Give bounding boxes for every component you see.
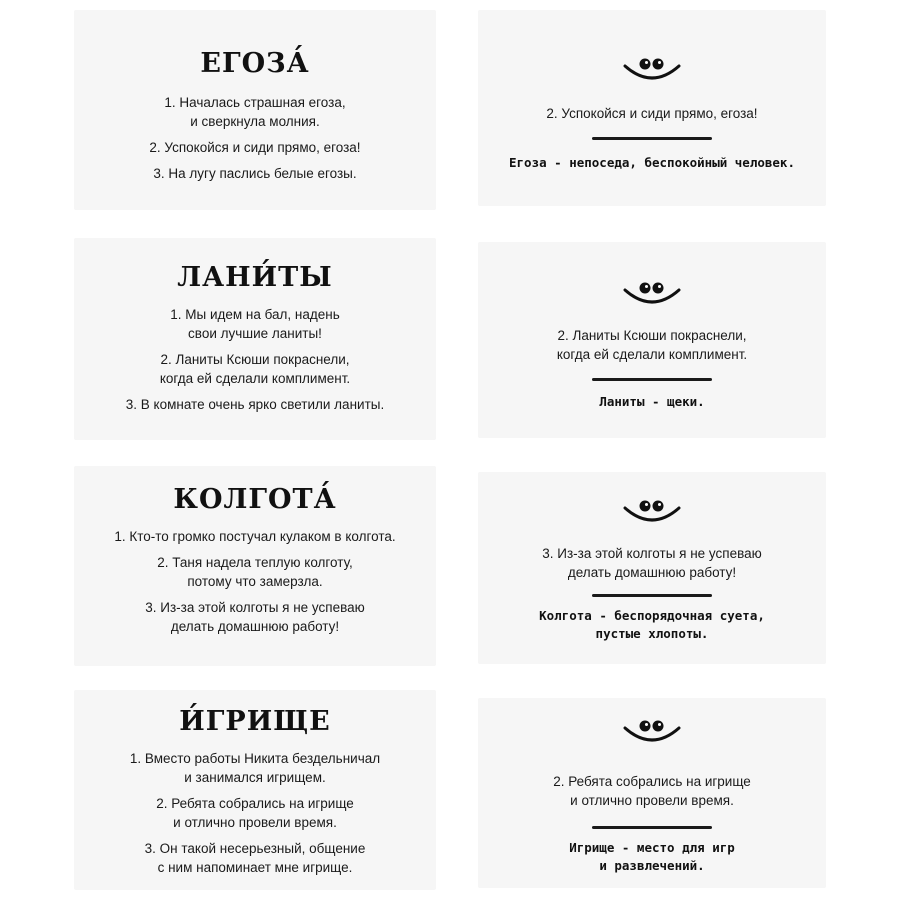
word-title: ЛАНИ́ТЫ bbox=[177, 262, 333, 293]
word-card-igrische bbox=[74, 690, 436, 890]
answer-card-egoza bbox=[478, 10, 826, 206]
sentence-2: 2. Таня надела теплую колготу, потому что замерзла. bbox=[157, 555, 353, 589]
sentence-1: 1. Кто-то громко постучал кулаком в колгота. bbox=[114, 529, 396, 544]
sentence-3: 3. На лугу паслись белые егозы. bbox=[153, 166, 357, 181]
sentence-2: 2. Ребята собрались на игрище и отлично провели время. bbox=[156, 796, 354, 830]
word-title: ЕГОЗА́ bbox=[200, 48, 310, 79]
answer-sentence: 2. Успокойся и сиди прямо, егоза! bbox=[546, 106, 758, 121]
divider bbox=[592, 378, 712, 381]
sentence-2: 2. Успокойся и сиди прямо, егоза! bbox=[149, 140, 361, 155]
word-card-lanity bbox=[74, 238, 436, 440]
divider bbox=[592, 594, 712, 597]
smiley-face-icon bbox=[617, 54, 687, 88]
sentence-1: 1. Вместо работы Никита бездельничал и занимался игрищем. bbox=[129, 751, 381, 785]
answer-sentence: 2. Ланиты Ксюши покраснели, bbox=[557, 328, 747, 343]
word-card-egoza bbox=[74, 10, 436, 210]
sentence-3: 3. Он такой несерьезный, общение с ним напоминает мне игрище. bbox=[144, 841, 366, 875]
smiley-face-icon bbox=[617, 716, 687, 750]
answer-card-kolgota bbox=[478, 472, 826, 664]
word-title: И́ГРИЩЕ bbox=[179, 706, 331, 737]
word-card-kolgota bbox=[74, 466, 436, 666]
divider bbox=[592, 137, 712, 140]
answer-sentence-cont: делать домашнюю работу! bbox=[567, 565, 737, 580]
sentence-2: 2. Ланиты Ксюши покраснели, когда ей сделали комплимент. bbox=[159, 352, 351, 386]
divider bbox=[592, 826, 712, 829]
sentence-1: 1. Мы идем на бал, надень свои лучшие ланиты! bbox=[170, 307, 340, 341]
smiley-face-icon bbox=[617, 496, 687, 530]
answer-sentence: 2. Ребята собрались на игрище bbox=[553, 774, 751, 789]
definition: Егоза - непоседа, беспокойный человек. bbox=[509, 155, 795, 170]
definition: Игрище - место для игр bbox=[569, 840, 735, 855]
definition: Ланиты - щеки. bbox=[599, 394, 705, 409]
definition: Колгота - беспорядочная суета, bbox=[539, 608, 765, 623]
answer-sentence-cont: и отлично провели время. bbox=[570, 793, 734, 808]
sentence-1: 1. Началась страшная егоза, и сверкнула молния. bbox=[164, 95, 346, 129]
definition-cont: пустые хлопоты. bbox=[595, 626, 709, 641]
answer-card-igrische bbox=[478, 698, 826, 888]
sentence-3: 3. Из-за этой колготы я не успеваю делать домашнюю работу! bbox=[145, 600, 365, 634]
sentence-3: 3. В комнате очень ярко светили ланиты. bbox=[125, 397, 385, 412]
smiley-face-icon bbox=[617, 278, 687, 312]
word-title: КОЛГОТА́ bbox=[173, 484, 337, 515]
answer-sentence: 3. Из-за этой колготы я не успеваю bbox=[542, 546, 762, 561]
answer-sentence-cont: когда ей сделали комплимент. bbox=[556, 347, 748, 362]
answer-card-lanity bbox=[478, 242, 826, 438]
definition-cont: и развлечений. bbox=[599, 858, 705, 873]
